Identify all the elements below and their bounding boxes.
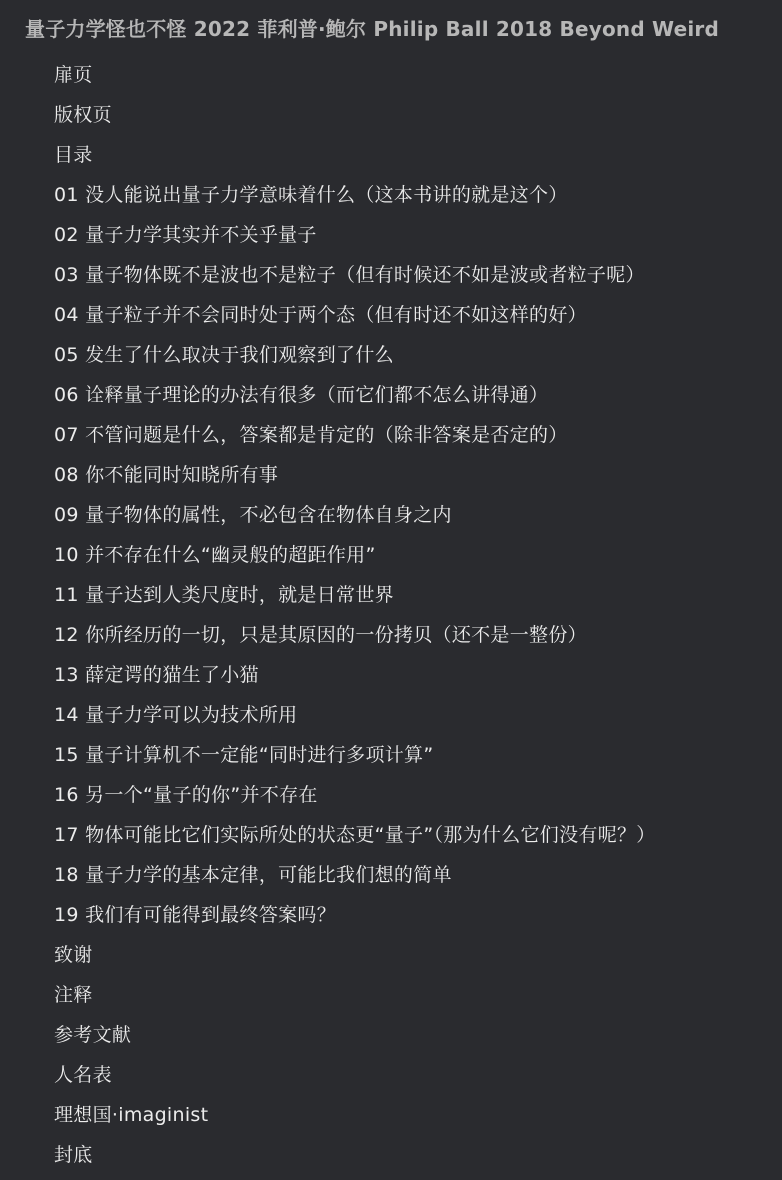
toc-item-chapter-03[interactable]: 03 量子物体既不是波也不是粒子（但有时候还不如是波或者粒子呢） [54, 264, 645, 286]
toc-item-chapter-10[interactable]: 10 并不存在什么“幽灵般的超距作用” [54, 544, 376, 566]
toc-item-chapter-07[interactable]: 07 不管问题是什么，答案都是肯定的（除非答案是否定的） [54, 424, 568, 446]
toc-item-chapter-17[interactable]: 17 物体可能比它们实际所处的状态更“量子”（那为什么它们没有呢？） [54, 824, 656, 846]
toc-item-cover[interactable]: 扉页 [54, 64, 93, 86]
toc-item-acknowledgements[interactable]: 致谢 [54, 944, 93, 966]
book-title: 量子力学怪也不怪 2022 菲利普·鲍尔 Philip Ball 2018 Beyond Weird [25, 17, 719, 41]
toc-item-chapter-04[interactable]: 04 量子粒子并不会同时处于两个态（但有时还不如这样的好） [54, 304, 587, 326]
toc-item-chapter-01[interactable]: 01 没人能说出量子力学意味着什么（这本书讲的就是这个） [54, 184, 568, 206]
toc-list [54, 55, 656, 1175]
toc-item-chapter-12[interactable]: 12 你所经历的一切，只是其原因的一份拷贝（还不是一整份） [54, 624, 587, 646]
toc-item-references[interactable]: 参考文献 [54, 1024, 132, 1046]
toc-item-chapter-18[interactable]: 18 量子力学的基本定律，可能比我们想的简单 [54, 864, 452, 886]
toc-item-chapter-15[interactable]: 15 量子计算机不一定能“同时进行多项计算” [54, 744, 434, 766]
toc-item-chapter-08[interactable]: 08 你不能同时知晓所有事 [54, 464, 279, 486]
toc-item-contents[interactable]: 目录 [54, 144, 93, 166]
toc-item-chapter-16[interactable]: 16 另一个“量子的你”并不存在 [54, 784, 318, 806]
toc-item-chapter-09[interactable]: 09 量子物体的属性，不必包含在物体自身之内 [54, 504, 452, 526]
toc-item-notes[interactable]: 注释 [54, 984, 93, 1006]
toc-item-chapter-11[interactable]: 11 量子达到人类尺度时，就是日常世界 [54, 584, 394, 606]
toc-item-copyright[interactable]: 版权页 [54, 104, 112, 126]
toc-item-chapter-05[interactable]: 05 发生了什么取决于我们观察到了什么 [54, 344, 394, 366]
toc-item-imaginist[interactable]: 理想国·imaginist [54, 1104, 209, 1126]
toc-item-chapter-19[interactable]: 19 我们有可能得到最终答案吗？ [54, 904, 337, 926]
toc-item-chapter-06[interactable]: 06 诠释量子理论的办法有很多（而它们都不怎么讲得通） [54, 384, 549, 406]
toc-item-back-cover[interactable]: 封底 [54, 1144, 93, 1166]
toc-item-chapter-14[interactable]: 14 量子力学可以为技术所用 [54, 704, 298, 726]
toc-item-chapter-02[interactable]: 02 量子力学其实并不关乎量子 [54, 224, 317, 246]
toc-item-name-index[interactable]: 人名表 [54, 1064, 112, 1086]
toc-item-chapter-13[interactable]: 13 薛定谔的猫生了小猫 [54, 664, 259, 686]
